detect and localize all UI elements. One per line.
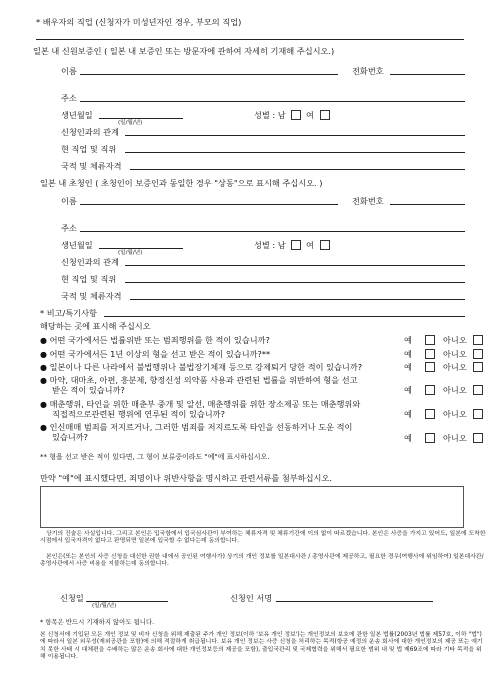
guarantor-job-label: 현 직업 및 직위	[61, 144, 117, 154]
inviter-dob-hint: (일/월/년)	[118, 250, 143, 256]
inviter-relation-label: 신청인과의 관계	[61, 257, 119, 267]
guarantor-dob-label: 생년월일	[61, 110, 93, 120]
no-label: 아니오	[443, 335, 467, 345]
guarantor-nationality-field[interactable]	[130, 169, 465, 170]
guarantor-dob-hint: (일/월/년)	[118, 120, 143, 126]
guarantor-phone-label: 전화번호	[352, 66, 384, 76]
signature-field[interactable]	[276, 601, 433, 602]
question-item	[40, 335, 270, 346]
yes-label: 예	[404, 335, 412, 345]
yes-label: 예	[404, 362, 412, 372]
guarantor-gender-label: 성별 : 남	[254, 110, 286, 120]
inviter-dob-field[interactable]	[99, 248, 183, 249]
apply-date-field[interactable]	[86, 601, 168, 602]
bullet-icon: ●	[40, 350, 47, 359]
occupation-label: * 배우자의 직업 (신청자가 미성년자인 경우, 부모의 직업)	[36, 17, 242, 27]
question-text-cont: 직접적으로관련된 행위에 연루된 적이 있습니까?	[52, 409, 225, 419]
yes-label: 예	[404, 349, 412, 359]
apply-date-hint: (일/월/년)	[92, 603, 117, 609]
required-note: * 항목은 반드시 기재하지 않아도 됩니다.	[40, 618, 155, 626]
guarantor-female-label: 여	[306, 110, 314, 120]
bullet-icon: ●	[40, 400, 47, 409]
no-label: 아니오	[443, 362, 467, 372]
q6-no-checkbox[interactable]	[473, 433, 483, 443]
guarantor-job-field[interactable]	[125, 152, 465, 153]
yes-label: 예	[404, 409, 412, 419]
inviter-address-field[interactable]	[80, 231, 465, 232]
inviter-relation-field[interactable]	[125, 265, 465, 266]
q1-no-checkbox[interactable]	[473, 335, 483, 345]
guarantor-male-checkbox[interactable]	[291, 110, 301, 120]
guarantor-name-field[interactable]	[80, 74, 338, 75]
occupation-field[interactable]	[36, 39, 464, 40]
inviter-phone-field[interactable]	[390, 204, 465, 205]
q2-no-checkbox[interactable]	[473, 349, 483, 359]
inviter-phone-label: 전화번호	[352, 196, 384, 206]
q5-yes-checkbox[interactable]	[425, 409, 435, 419]
question-item	[40, 349, 270, 360]
inviter-gender-label: 성별 : 남	[254, 240, 286, 250]
inviter-female-checkbox[interactable]	[320, 240, 330, 250]
inviter-nationality-field[interactable]	[130, 299, 465, 300]
q5-no-checkbox[interactable]	[473, 409, 483, 419]
yes-label: 예	[404, 385, 412, 395]
q1-yes-checkbox[interactable]	[425, 335, 435, 345]
question-item	[40, 362, 362, 373]
check-intro: 해당하는 곳에 표시해 주십시오	[40, 321, 151, 331]
guarantor-address-label: 주소	[61, 93, 77, 103]
no-label: 아니오	[443, 385, 467, 395]
inviter-dob-label: 생년월일	[61, 240, 93, 250]
bullet-icon: ●	[40, 336, 47, 345]
if-yes-instruction: 만약 "예"에 표시했다면, 죄명이나 위반사항을 명시하고 관련서류를 첨부하십시오.	[40, 473, 332, 483]
q2-yes-checkbox[interactable]	[425, 349, 435, 359]
no-label: 아니오	[443, 433, 467, 443]
sentence-note: ** 형을 선고 받은 적이 있다면, 그 형이 보류중이라도 "예"에 표시하십시오.	[40, 453, 270, 461]
guarantor-phone-field[interactable]	[390, 74, 465, 75]
remarks-field[interactable]	[104, 316, 465, 317]
inviter-job-label: 현 직업 및 직위	[61, 274, 117, 284]
inviter-nationality-label: 국적 및 체류자격	[61, 291, 122, 301]
bullet-icon: ●	[40, 376, 47, 385]
question-text-cont: 있습니까?	[52, 432, 88, 442]
question-text: 매춘행위, 타인을 위한 매춘부 중개 및 알선, 매춘행위를 위한 장소제공 또는 매춘행위와	[49, 399, 361, 409]
q6-yes-checkbox[interactable]	[425, 433, 435, 443]
inviter-name-label: 이름	[61, 196, 77, 206]
inviter-name-field[interactable]	[80, 204, 338, 205]
q3-yes-checkbox[interactable]	[425, 362, 435, 372]
question-text: 인신매매 범죄를 저지르거나, 그러한 범죄를 저지르도록 타인을 선동하거나 도운 적이	[49, 422, 353, 432]
guarantor-female-checkbox[interactable]	[320, 110, 330, 120]
question-text: 일본이나 다른 나라에서 불법행위나 불법장기체재 등으로 강제퇴거 당한 적이 있습니까?	[49, 362, 363, 372]
question-text: 어떤 국가에서든 1년 이상의 형을 선고 받은 적이 있습니까?**	[49, 349, 271, 359]
inviter-job-field[interactable]	[125, 282, 465, 283]
guarantor-relation-label: 신청인과의 관계	[61, 127, 119, 137]
question-text-cont: 받은 적이 있습니까?	[52, 385, 125, 395]
bullet-icon: ●	[40, 423, 47, 432]
q4-yes-checkbox[interactable]	[425, 385, 435, 395]
guarantor-relation-field[interactable]	[125, 135, 465, 136]
guarantor-address-field[interactable]	[80, 101, 465, 102]
apply-date-label: 신청일	[60, 593, 84, 603]
q3-no-checkbox[interactable]	[473, 362, 483, 372]
offense-details-field[interactable]	[40, 486, 464, 528]
remarks-label: * 비고/특기사항	[40, 308, 97, 318]
guarantor-name-label: 이름	[61, 66, 77, 76]
signature-label: 신청인 서명	[230, 593, 273, 603]
inviter-male-checkbox[interactable]	[291, 240, 301, 250]
no-label: 아니오	[443, 409, 467, 419]
question-text: 마약, 대마초, 아편, 흥분제, 향정신성 의약품 사용과 관련된 법률을 위반하여 형을 선고	[49, 375, 358, 385]
declaration-paragraph-2: 본인은(또는 본인의 사증 신청을 대신한 권한 내에서 공인된 여행사가) 상기의 개인 정보를 일본대사관 / 총영사관에 제공하고, 필요한 경우(여행사에 위임하여) 일본대사관/총영사관에서 사증 비용을 지불하는데 동의합니다.	[40, 554, 484, 568]
guarantor-nationality-label: 국적 및 체류자격	[61, 161, 122, 171]
yes-label: 예	[404, 433, 412, 443]
inviter-section-title: 일본 내 초청인 ( 초청인이 보증인과 동일한 경우 "상동"으로 표시해 주십시오. )	[40, 178, 323, 188]
q4-no-checkbox[interactable]	[473, 385, 483, 395]
guarantor-dob-field[interactable]	[99, 118, 183, 119]
guarantor-section-title: 일본 내 신원보증인 ( 일본 내 보증인 또는 방문자에 관하여 자세히 기재해 주십시오.)	[33, 46, 335, 56]
question-text: 어떤 국가에서든 법률위반 또는 범죄행위를 한 적이 있습니까?	[49, 335, 270, 345]
declaration-paragraph-1: 상기의 진술은 사실입니다. 그리고 본인은 입국함에서 입국심사관이 부여하는 체류자격 및 체류기간에 이의 없이 따르겠습니다. 본인은 사증을 가지고 있어도, 일본에 도착한 시점에서 입국자격이 없다고 판명되면 일본에 입국할 수 없다는데 동의합니다.	[40, 531, 486, 545]
no-label: 아니오	[443, 349, 467, 359]
inviter-address-label: 주소	[61, 223, 77, 233]
bullet-icon: ●	[40, 363, 47, 372]
privacy-paragraph: 본 신청서에 기입된 모든 개인 정보 및 비자 신청을 위해 제출된 주가 개인 정보(이하 '보유 개인 정보')는 개인정보의 보호에 관한 일본 법률(2003년 법률 제57호, 이하 "법")에 따라서 일본 외무성(재외공관을 포함)에 의해 적절하게 취급됩니다. 보유 개인 정보는 사증 신청을 처리하는 목적(항공 예정의 운송 회사에 대한 개인정보의 제공 또는 예기치 못한 사태 시 대체편을 수배하는 많은 운송 회사에 대한 개인정보등의 제공을 포함), 출입국관리 및 국제협력을 위해서 필요한 범위 내 및 법 제69조에 따라 기타 목적을 위해 이용됩니다.	[40, 632, 483, 661]
inviter-female-label: 여	[306, 240, 314, 250]
